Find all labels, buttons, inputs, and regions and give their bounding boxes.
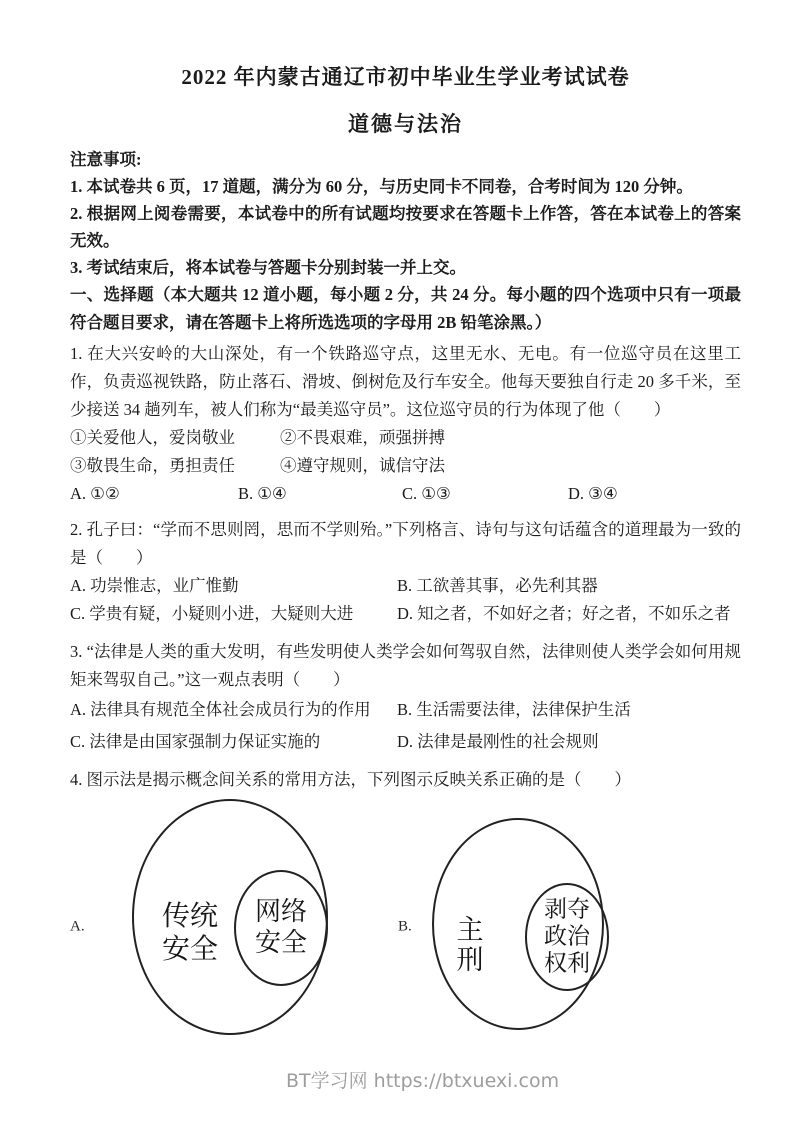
venn-diagram-area [0,794,793,1042]
option-q1-b: B. ①④ [238,484,287,503]
option-q3-a: A. 法律具有规范全体社会成员行为的作用 [70,700,371,719]
option-q2-c: C. 学贵有疑，小疑则小进，大疑则大进 [70,604,354,623]
option-q3-b: B. 生活需要法律，法律保护生活 [397,700,631,719]
page-title: 2022 年内蒙古通辽市初中毕业生学业考试试卷 [181,65,630,89]
question-1-options-row [70,480,741,508]
statement-4: ④遵守规则，诚信守法 [280,456,445,475]
question-2-options-row-2 [70,600,741,628]
question-3-stem: 3. “法律是人类的重大发明，有些发明使人类学会如何驾驭自然，法律则使人类学会如何用规矩来驾驭自己。”这一观点表明（ ） [70,642,741,689]
notice-item-1: 1. 本试卷共 6 页，17 道题，满分为 60 分，与历史同卡不同卷，合考时间为 120 分钟。 [70,177,693,196]
question-2-stem: 2. 孔子曰：“学而不思则罔，思而不学则殆。”下列格言、诗句与这句话蕴含的道理最为一致的是（ ） [70,520,741,567]
question-4-stem: 4. 图示法是揭示概念间关系的常用方法，下列图示反映关系正确的是（ ） [70,770,631,789]
venn-outer-label-a: 传统 安全 [161,901,219,965]
notice-item-3: 3. 考试结束后，将本试卷与答题卡分别封装一并上交。 [70,258,466,277]
option-q2-a: A. 功崇惟志，业广惟勤 [70,576,239,595]
option-q3-c: C. 法律是由国家强制力保证实施的 [70,732,321,751]
question-1-stem: 1. 在大兴安岭的大山深处，有一个铁路巡守点，这里无水、无电。有一位巡守员在这里工作，负责巡视铁路，防止落石、滑坡、倒树危及行车安全。他每天要独自行走 20 多千米，至少接送 34 趟列车，被人们称为“最美巡守员”。这位巡守员的行为体现了他（ ） [70,344,741,419]
notice-block [70,146,741,281]
question-2-options-row-1 [70,572,741,600]
venn-inner-label-a: 网络 安全 [254,897,308,957]
option-q2-d: D. 知之者，不如好之者；好之者，不如乐之者 [397,604,731,623]
question-1-statements-row-1 [70,424,741,452]
section-heading: 一、选择题（本大题共 12 道小题，每小题 2 分，共 24 分。每小题的四个选项中只有一项最符合题目要求，请在答题卡上将所选选项的字母用 2B 铅笔涂黑。） [70,285,741,332]
venn-outer-label-b: 主 刑 [456,915,484,975]
option-q1-a: A. ①② [70,484,120,503]
option-q3-d: D. 法律是最刚性的社会规则 [397,732,599,751]
notice-heading: 注意事项: [70,150,142,169]
question-4 [70,766,741,1042]
statement-2: ②不畏艰难，顽强拼搏 [280,428,445,447]
venn-inner-label-b: 剥夺 政治 权利 [544,896,590,976]
statement-3: ③敬畏生命，勇担责任 [70,456,235,475]
question-3-options-row-1 [70,694,741,726]
watermark-text: BT学习网 https://btxuexi.com [286,1070,560,1092]
diagram-option-label-b: B. [398,918,412,935]
option-q1-d: D. ③④ [568,484,618,503]
subject-title: 道德与法治 [348,112,463,136]
diagram-option-label-a: A. [70,918,85,935]
notice-item-2: 2. 根据网上阅卷需要，本试卷中的所有试题均按要求在答题卡上作答，答在本试卷上的答案无效。 [70,204,741,250]
option-q2-b: B. 工欲善其事，必先利其器 [397,576,598,595]
statement-1: ①关爱他人，爱岗敬业 [70,428,235,447]
question-2 [70,516,741,628]
question-1-statements-row-2 [70,452,741,480]
question-3 [70,638,741,758]
question-3-options-row-2 [70,726,741,758]
option-q1-c: C. ①③ [402,484,451,503]
